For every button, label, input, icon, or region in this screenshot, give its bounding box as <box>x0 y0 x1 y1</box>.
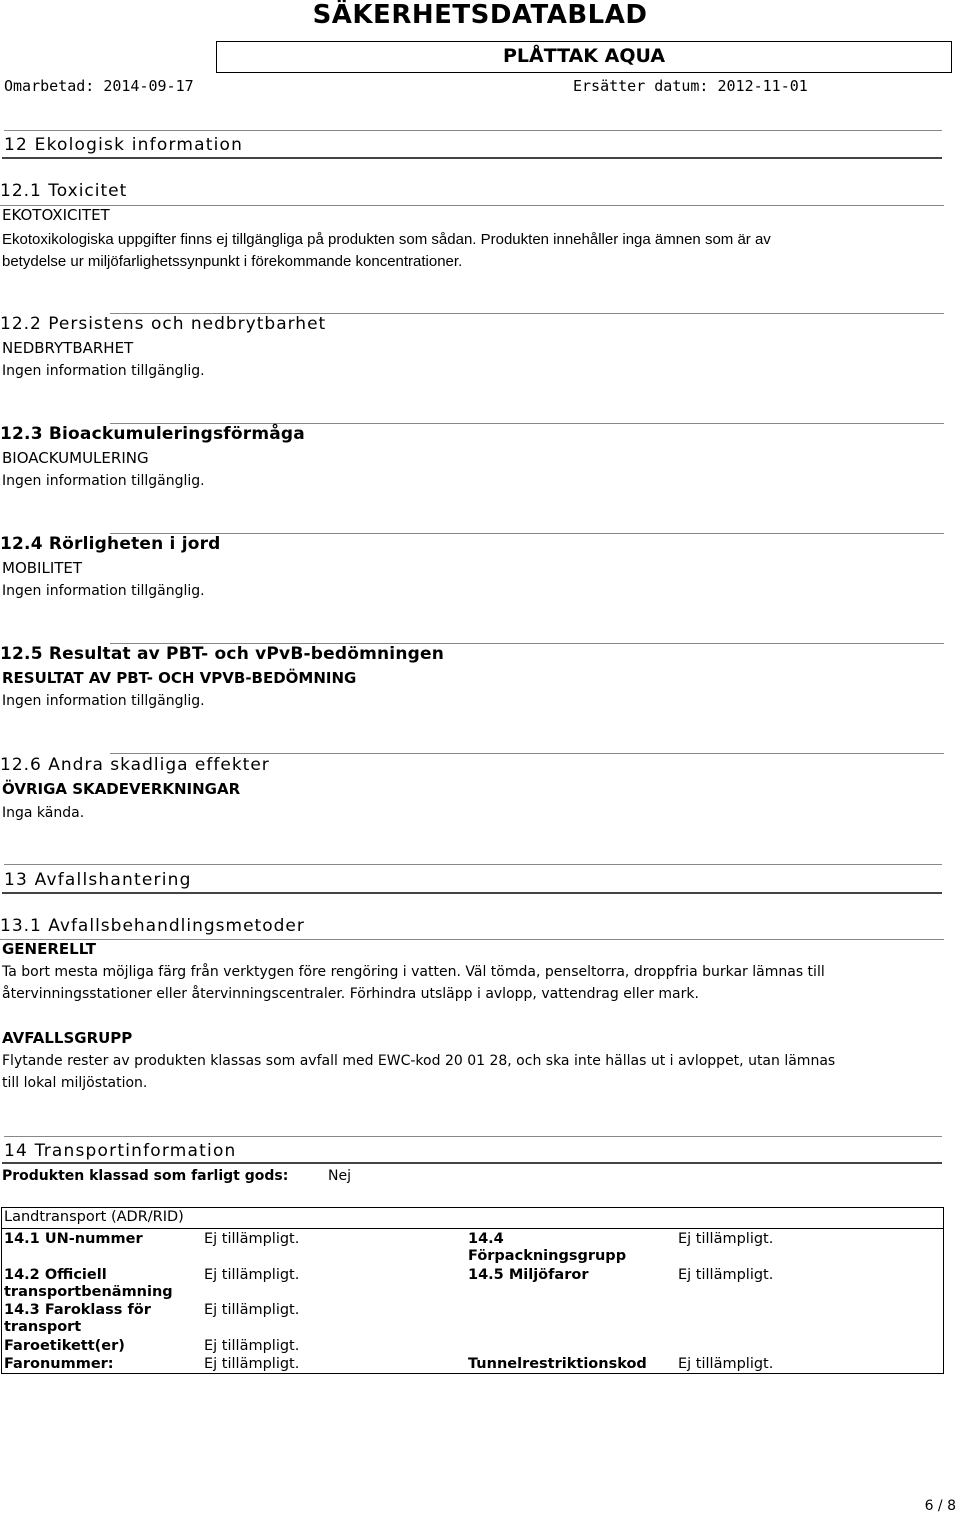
replaces-date: Ersätter datum: 2012-11-01 <box>573 77 808 95</box>
subsection-12-1-title: 12.1 Toxicitet <box>0 181 128 201</box>
section-rule <box>2 1162 942 1164</box>
revised-date: Omarbetad: 2014-09-17 <box>4 77 194 95</box>
subsection-rule <box>0 939 944 940</box>
section-rule <box>4 1136 942 1137</box>
section-13-heading: 13 Avfallshantering <box>4 870 192 890</box>
subsection-12-3-title: 12.3 Bioackumuleringsförmåga <box>0 424 305 444</box>
subsection-12-2-text: Ingen information tillgänglig. <box>2 363 205 379</box>
section-rule <box>2 892 942 894</box>
subsection-12-1-text-1: Ekotoxikologiska uppgifter finns ej tillgängliga på produkten som sådan. Produkten innehåller inga ämnen som är av <box>2 231 771 248</box>
transport-table <box>1 1207 944 1374</box>
subsection-rule <box>0 205 944 206</box>
hazard-number-value: Ej tillämpligt. <box>204 1356 300 1372</box>
un-number-label: 14.1 UN-nummer <box>4 1231 143 1247</box>
subsection-13-1-text-2: återvinningsstationer eller återvinningscentraler. Förhindra utsläpp i avlopp, vattendrag eller mark. <box>2 986 699 1002</box>
section-12-heading: 12 Ekologisk information <box>4 135 244 155</box>
waste-group-text-2: till lokal miljöstation. <box>2 1075 148 1091</box>
subsection-12-4-text: Ingen information tillgänglig. <box>2 583 205 599</box>
section-rule <box>4 130 942 131</box>
tunnel-code-value: Ej tillämpligt. <box>678 1356 774 1372</box>
subsection-12-1-text-2: betydelse ur miljöfarlighetssynpunkt i förekommande koncentrationer. <box>2 253 463 270</box>
subsection-12-6-text: Inga kända. <box>2 805 85 821</box>
product-name: PLÅTTAK AQUA <box>502 45 666 67</box>
subsection-12-4-caps: MOBILITET <box>2 559 83 577</box>
subsection-rule <box>110 533 944 534</box>
waste-group-caps: AVFALLSGRUPP <box>2 1029 133 1047</box>
product-box <box>216 41 952 73</box>
hazard-number-label: Faronummer: <box>4 1356 114 1372</box>
hazard-labels-value: Ej tillämpligt. <box>204 1338 300 1354</box>
shipping-name-label: 14.2 Officiell transportbenämning <box>4 1267 173 1300</box>
dangerous-goods-label: Produkten klassad som farligt gods: <box>2 1168 289 1184</box>
subsection-12-2-title: 12.2 Persistens och nedbrytbarhet <box>0 314 327 334</box>
hazard-labels-label: Faroetikett(er) <box>4 1338 125 1354</box>
section-rule <box>4 864 942 865</box>
hazard-class-label: 14.3 Faroklass för transport <box>4 1302 151 1335</box>
subsection-12-5-caps: RESULTAT AV PBT- OCH VPVB-BEDÖMNING <box>2 669 357 687</box>
packing-group-value: Ej tillämpligt. <box>678 1231 774 1247</box>
dangerous-goods-value: Nej <box>328 1168 351 1184</box>
shipping-name-value: Ej tillämpligt. <box>204 1267 300 1283</box>
env-hazards-label: 14.5 Miljöfaror <box>468 1267 589 1283</box>
subsection-12-5-text: Ingen information tillgänglig. <box>2 693 205 709</box>
section-rule <box>2 157 942 159</box>
subsection-13-1-caps: GENERELLT <box>2 940 97 958</box>
subsection-rule <box>110 753 944 754</box>
subsection-12-5-title: 12.5 Resultat av PBT- och vPvB-bedömningen <box>0 644 445 664</box>
subsection-12-6-title: 12.6 Andra skadliga effekter <box>0 755 270 775</box>
transport-table-title: Landtransport (ADR/RID) <box>4 1209 184 1225</box>
subsection-12-3-caps: BIOACKUMULERING <box>2 449 149 467</box>
subsection-12-2-caps: NEDBRYTBARHET <box>2 339 134 357</box>
tunnel-code-label: Tunnelrestriktionskod <box>468 1356 647 1372</box>
page-number: 6 / 8 <box>924 1498 956 1514</box>
packing-group-label: 14.4 Förpackningsgrupp <box>468 1231 627 1264</box>
section-14-heading: 14 Transportinformation <box>4 1141 237 1161</box>
subsection-12-3-text: Ingen information tillgänglig. <box>2 473 205 489</box>
subsection-12-6-caps: ÖVRIGA SKADEVERKNINGAR <box>2 780 241 798</box>
un-number-value: Ej tillämpligt. <box>204 1231 300 1247</box>
document-title: SÄKERHETSDATABLAD <box>312 0 648 30</box>
subsection-13-1-title: 13.1 Avfallsbehandlingsmetoder <box>0 916 305 936</box>
hazard-class-value: Ej tillämpligt. <box>204 1302 300 1318</box>
transport-table-header <box>2 1208 943 1229</box>
env-hazards-value: Ej tillämpligt. <box>678 1267 774 1283</box>
waste-group-text-1: Flytande rester av produkten klassas som avfall med EWC-kod 20 01 28, och ska inte hällas ut i avloppet, utan lämnas <box>2 1053 836 1069</box>
subsection-12-1-caps: EKOTOXICITET <box>2 206 110 224</box>
subsection-12-4-title: 12.4 Rörligheten i jord <box>0 534 221 554</box>
subsection-13-1-text-1: Ta bort mesta möjliga färg från verktygen före rengöring i vatten. Väl tömda, penseltorra, droppfria burkar lämnas till <box>2 964 825 980</box>
